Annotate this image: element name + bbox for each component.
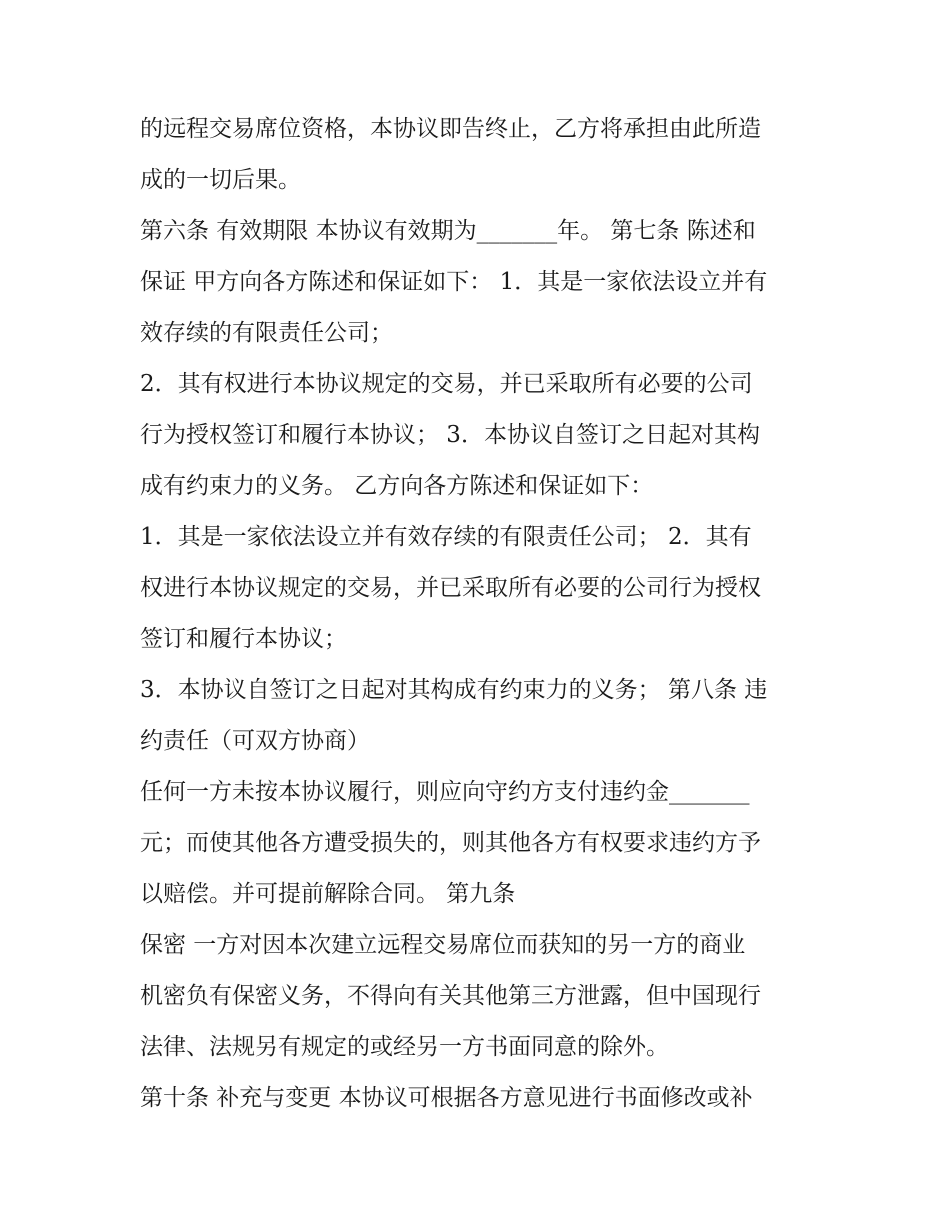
text-line: 第十条 补充与变更 本协议可根据各方意见进行书面修改或补 bbox=[140, 1085, 753, 1111]
text-line: 法律、法规另有规定的或经另一方书面同意的除外。 bbox=[140, 1034, 669, 1060]
text-line: 任何一方未按本协议履行，则应向守约方支付违约金_______ bbox=[140, 779, 750, 805]
text-line: 签订和履行本协议； bbox=[140, 626, 347, 652]
text-line: 保密 一方对因本次建立远程交易席位而获知的另一方的商业 bbox=[140, 932, 746, 958]
text-line: 成有约束力的义务。 乙方向各方陈述和保证如下： bbox=[140, 473, 654, 499]
text-line: 机密负有保密义务，不得向有关其他第三方泄露，但中国现行 bbox=[140, 983, 761, 1009]
text-line: 保证 甲方向各方陈述和保证如下： 1．其是一家依法设立并有 bbox=[140, 269, 768, 295]
text-line: 以赔偿。并可提前解除合同。 第九条 bbox=[140, 881, 516, 907]
document-body bbox=[140, 104, 820, 1124]
text-line: 的远程交易席位资格，本协议即告终止，乙方将承担由此所造 bbox=[140, 116, 761, 142]
text-line: 权进行本协议规定的交易，并已采取所有必要的公司行为授权 bbox=[140, 575, 761, 601]
text-line: 1．其是一家依法设立并有效存续的有限责任公司； 2．其有 bbox=[140, 524, 752, 550]
text-line: 3．本协议自签订之日起对其构成有约束力的义务； 第八条 违 bbox=[140, 677, 768, 703]
text-line: 元；而使其他各方遭受损失的，则其他各方有权要求违约方予 bbox=[140, 830, 761, 856]
text-line: 第六条 有效期限 本协议有效期为_______年。 第七条 陈述和 bbox=[140, 218, 756, 244]
text-line: 效存续的有限责任公司； bbox=[140, 320, 393, 346]
text-line: 2．其有权进行本协议规定的交易，并已采取所有必要的公司 bbox=[140, 371, 753, 397]
text-line: 约责任（可双方协商） bbox=[140, 728, 370, 754]
text-line: 成的一切后果。 bbox=[140, 167, 301, 193]
text-line: 行为授权签订和履行本协议； 3．本协议自签订之日起对其构 bbox=[140, 422, 760, 448]
